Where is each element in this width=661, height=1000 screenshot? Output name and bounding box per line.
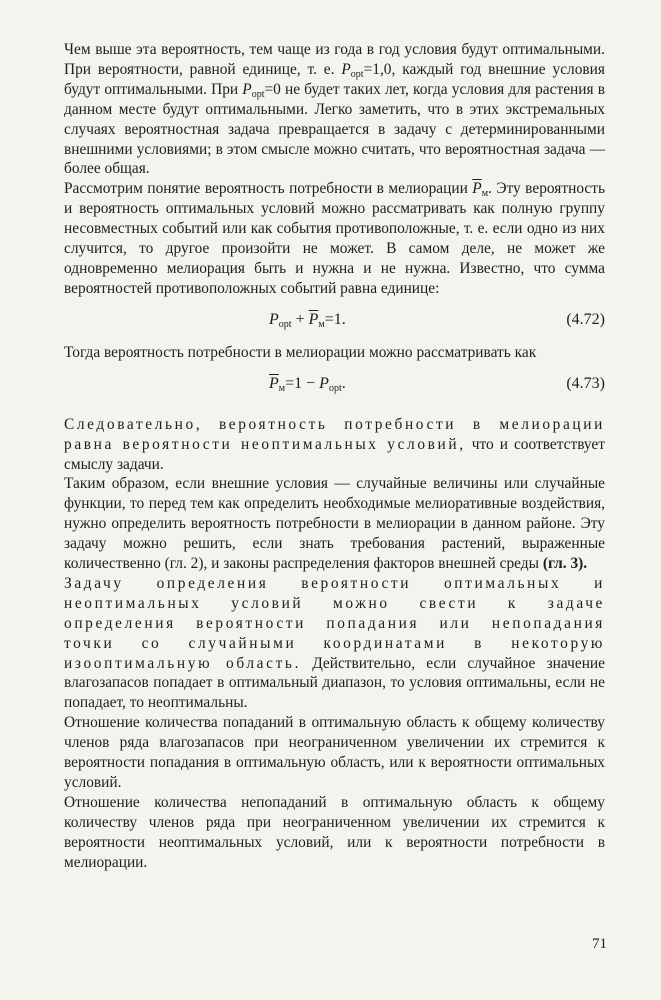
spacer [64,403,605,415]
paragraph-7: Отношение количества попаданий в оптимальную область к общему количеству членов ряда влагозапасов при неограниченном увеличении их стремится к вероятности попадания в оптимальную область, или к вероятности оптимальных условий. [64,714,605,791]
equation-4-72-formula: $P_{opt} + \overline{P}_м=1$. [269,310,346,330]
paragraph-8: Отношение количества непопаданий в оптимальную область к общему количеству членов ряда при неограниченном увеличении их стремится к вероятности неоптимальных условий, или к вероятности потребности в мелиорации. [64,793,605,871]
paragraph-2: Рассмотрим понятие вероятность потребности в мелиорации $\overline{P}_м$. Эту вероятность и вероятность оптимальных условий можно рассматривать как полную группу несовместных событий или как события противоположные, т. е. если одно из них случится, то другое произойти не может. В самом деле, не может же одновременно мелиорация быть и нужна и не нужна. Известно, что сумма вероятностей противоположных событий равна единице: [64,180,605,297]
paragraph-3: Тогда вероятность потребности в мелиорации можно рассматривать как [64,343,537,361]
equation-4-73-formula: $\overline{P}_м=1 - P_{opt}$. [269,374,346,394]
equation-4-73 [64,363,605,403]
paragraph-5: Таким образом, если внешние условия — случайные величины или случайные функции, то перед тем как определить необходимые мелиоративные воздействия, нужно определить вероятность потребности в мелиорации в данном районе. Эту задачу можно решить, если знать требования растений, выраженные количественно (гл. 2), и законы распределения факторов внешней среды (гл. 3). [64,475,605,573]
paragraph-6: Задачу определения вероятности оптимальных и неоптимальных условий можно свести к задаче определения вероятности попадания или непопадания точки со случайными координатами в некоторую изооптимальную область. Действительно, если случайное значение влагозапасов попадает в оптимальный диапазон, то условия оптимальны, если не попадает, то неоптимальны. [64,574,605,712]
text-column [64,40,605,873]
paragraph-1: Чем выше эта вероятность, тем чаще из года в год условия будут оптимальными. При вероятности, равной единице, т. е. $P_{opt}=1,0$, каждый год внешние условия будут оптимальными. При $P_{opt}=0$ не будет таких лет, когда условия для растения в данном месте будут оптимальными. Легко заметить, что в этих экстремальных случаях вероятностная задача превращается в задачу с детерминированными внешними условиями; в этом смысле можно считать, что вероятностная задача — более общая. [64,41,605,178]
paragraph-4: Следовательно, вероятность потребности в мелиорации равна вероятности неоптимальных условий, что и соответствует смыслу задачи. [64,415,605,473]
page-number: 71 [592,936,607,952]
equation-number-4-72: (4.72) [566,310,605,328]
equation-number-4-73: (4.73) [566,374,605,392]
equation-4-72 [64,299,605,343]
